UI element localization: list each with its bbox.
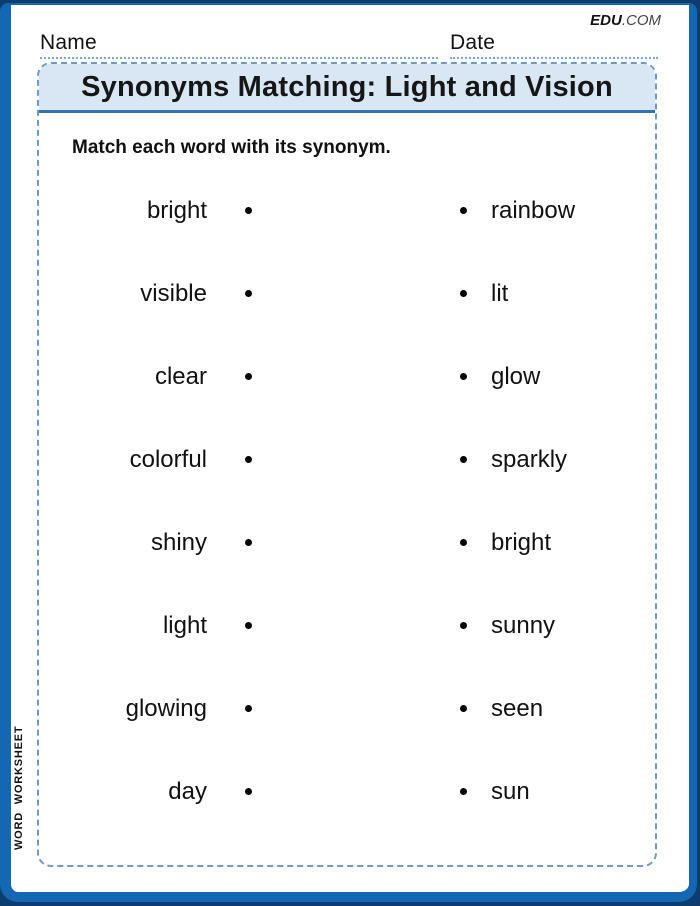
instruction-text: Match each word with its synonym. (72, 137, 391, 158)
match-row (39, 667, 655, 750)
worksheet-body (39, 113, 655, 833)
left-word: shiny (150, 528, 207, 556)
right-word: sparkly (491, 445, 568, 473)
right-word: lit (491, 279, 509, 307)
left-word: colorful (129, 445, 207, 473)
worksheet-card (37, 62, 657, 867)
right-bullet-icon (460, 705, 467, 712)
name-field (40, 31, 438, 59)
right-word: sun (491, 777, 530, 805)
left-bullet-icon (245, 622, 252, 629)
right-word: sunny (491, 611, 556, 639)
right-word: bright (491, 528, 552, 556)
right-word: glow (491, 362, 541, 390)
match-row (39, 584, 655, 667)
match-row (39, 335, 655, 418)
matching-rows (39, 169, 655, 833)
right-word: rainbow (491, 196, 576, 224)
vertical-worksheet-label: WORD WORKSHEET (13, 725, 25, 850)
right-bullet-icon (460, 290, 467, 297)
right-bullet-icon (460, 456, 467, 463)
edu-logo-suffix: .COM (621, 12, 661, 29)
match-row (39, 252, 655, 335)
left-bullet-icon (245, 290, 252, 297)
left-word: day (168, 777, 207, 805)
left-word: light (162, 611, 207, 639)
left-bullet-icon (245, 539, 252, 546)
right-bullet-icon (460, 373, 467, 380)
right-bullet-icon (460, 788, 467, 795)
right-word: seen (491, 694, 544, 722)
left-bullet-icon (245, 207, 252, 214)
right-bullet-icon (460, 539, 467, 546)
edu-logo (590, 12, 661, 29)
date-label: Date (450, 31, 496, 54)
left-bullet-icon (245, 705, 252, 712)
name-label: Name (40, 31, 97, 54)
left-bullet-icon (245, 373, 252, 380)
edu-logo-bold: EDU (590, 12, 622, 29)
right-bullet-icon (460, 207, 467, 214)
name-date-row (40, 31, 658, 59)
match-row (39, 169, 655, 252)
match-row (39, 501, 655, 584)
match-row (39, 750, 655, 833)
date-field (450, 31, 658, 59)
left-bullet-icon (245, 788, 252, 795)
worksheet-title: Synonyms Matching: Light and Vision (81, 70, 613, 103)
left-word: glowing (125, 694, 207, 722)
right-bullet-icon (460, 622, 467, 629)
page-frame (0, 3, 697, 902)
match-row (39, 418, 655, 501)
worksheet-header (39, 64, 655, 113)
left-word: clear (154, 362, 207, 390)
left-word: visible (140, 279, 207, 307)
left-bullet-icon (245, 456, 252, 463)
left-word: bright (146, 196, 207, 224)
